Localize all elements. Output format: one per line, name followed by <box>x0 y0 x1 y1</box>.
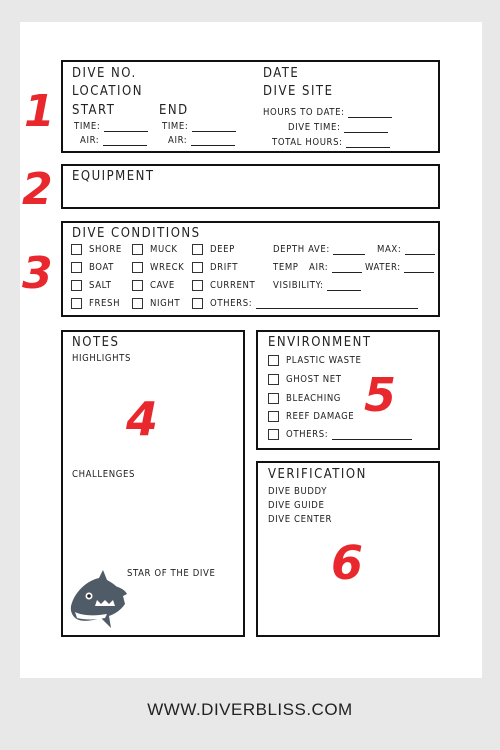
start-label: START <box>72 103 116 118</box>
checkbox-others[interactable]: OTHERS: <box>192 298 418 309</box>
challenges-label: CHALLENGES <box>72 469 136 480</box>
dive-site-label: DIVE SITE <box>263 84 334 99</box>
temp-label: TEMP <box>273 262 299 273</box>
dive-conditions-title: DIVE CONDITIONS <box>72 226 201 241</box>
checkbox-night[interactable]: NIGHT <box>132 298 180 309</box>
hours-to-date-field[interactable]: HOURS TO DATE: <box>263 107 392 118</box>
checkbox-bleaching[interactable]: BLEACHING <box>268 393 341 404</box>
checkbox-muck[interactable]: MUCK <box>132 244 178 255</box>
notes-title: NOTES <box>72 335 120 350</box>
checkbox-deep[interactable]: DEEP <box>192 244 235 255</box>
dive-guide-label: DIVE GUIDE <box>268 500 325 511</box>
highlights-label: HIGHLIGHTS <box>72 353 131 364</box>
verification-title: VERIFICATION <box>268 467 367 482</box>
dive-no-label: DIVE NO. <box>72 66 137 81</box>
dive-center-label: DIVE CENTER <box>268 514 332 525</box>
visibility-field[interactable]: VISIBILITY: <box>273 280 361 291</box>
end-air-field[interactable]: AIR: <box>168 135 235 146</box>
date-label: DATE <box>263 66 300 81</box>
shark-icon <box>65 570 129 632</box>
start-air-field[interactable]: AIR: <box>80 135 147 146</box>
checkbox-drift[interactable]: DRIFT <box>192 262 238 273</box>
section-number-3: 3 <box>22 248 53 299</box>
checkbox-plastic-waste[interactable]: PLASTIC WASTE <box>268 355 361 366</box>
checkbox-boat[interactable]: BOAT <box>71 262 114 273</box>
dive-time-field[interactable]: DIVE TIME: <box>288 122 388 133</box>
end-time-field[interactable]: TIME: <box>162 121 236 132</box>
section-number-2: 2 <box>22 164 53 215</box>
checkbox-salt[interactable]: SALT <box>71 280 112 291</box>
equipment-title: EQUIPMENT <box>72 169 155 184</box>
website-url: WWW.DIVERBLISS.COM <box>147 700 353 719</box>
checkbox-shore[interactable]: SHORE <box>71 244 122 255</box>
checkbox-current[interactable]: CURRENT <box>192 280 255 291</box>
depth-ave-field[interactable]: DEPTH AVE: <box>273 244 365 255</box>
checkbox-reef-damage[interactable]: REEF DAMAGE <box>268 411 354 422</box>
dive-buddy-label: DIVE BUDDY <box>268 486 328 497</box>
checkbox-cave[interactable]: CAVE <box>132 280 175 291</box>
water-temp-field[interactable]: WATER: <box>365 262 434 273</box>
end-label: END <box>159 103 189 118</box>
checkbox-env-others[interactable]: OTHERS: <box>268 429 412 440</box>
environment-title: ENVIRONMENT <box>268 335 372 350</box>
max-depth-field[interactable]: MAX: <box>377 244 435 255</box>
section-number-6: 6 <box>331 536 364 590</box>
air-temp-field[interactable]: AIR: <box>309 262 362 273</box>
star-of-the-dive-label: STAR OF THE DIVE <box>127 568 216 579</box>
location-label: LOCATION <box>72 84 143 99</box>
checkbox-ghost-net[interactable]: GHOST NET <box>268 374 342 385</box>
section-number-5: 5 <box>364 368 397 422</box>
section-number-1: 1 <box>24 86 55 137</box>
checkbox-fresh[interactable]: FRESH <box>71 298 120 309</box>
section-number-4: 4 <box>126 392 159 446</box>
checkbox-wreck[interactable]: WRECK <box>132 262 184 273</box>
start-time-field[interactable]: TIME: <box>74 121 148 132</box>
total-hours-field[interactable]: TOTAL HOURS: <box>272 137 390 148</box>
